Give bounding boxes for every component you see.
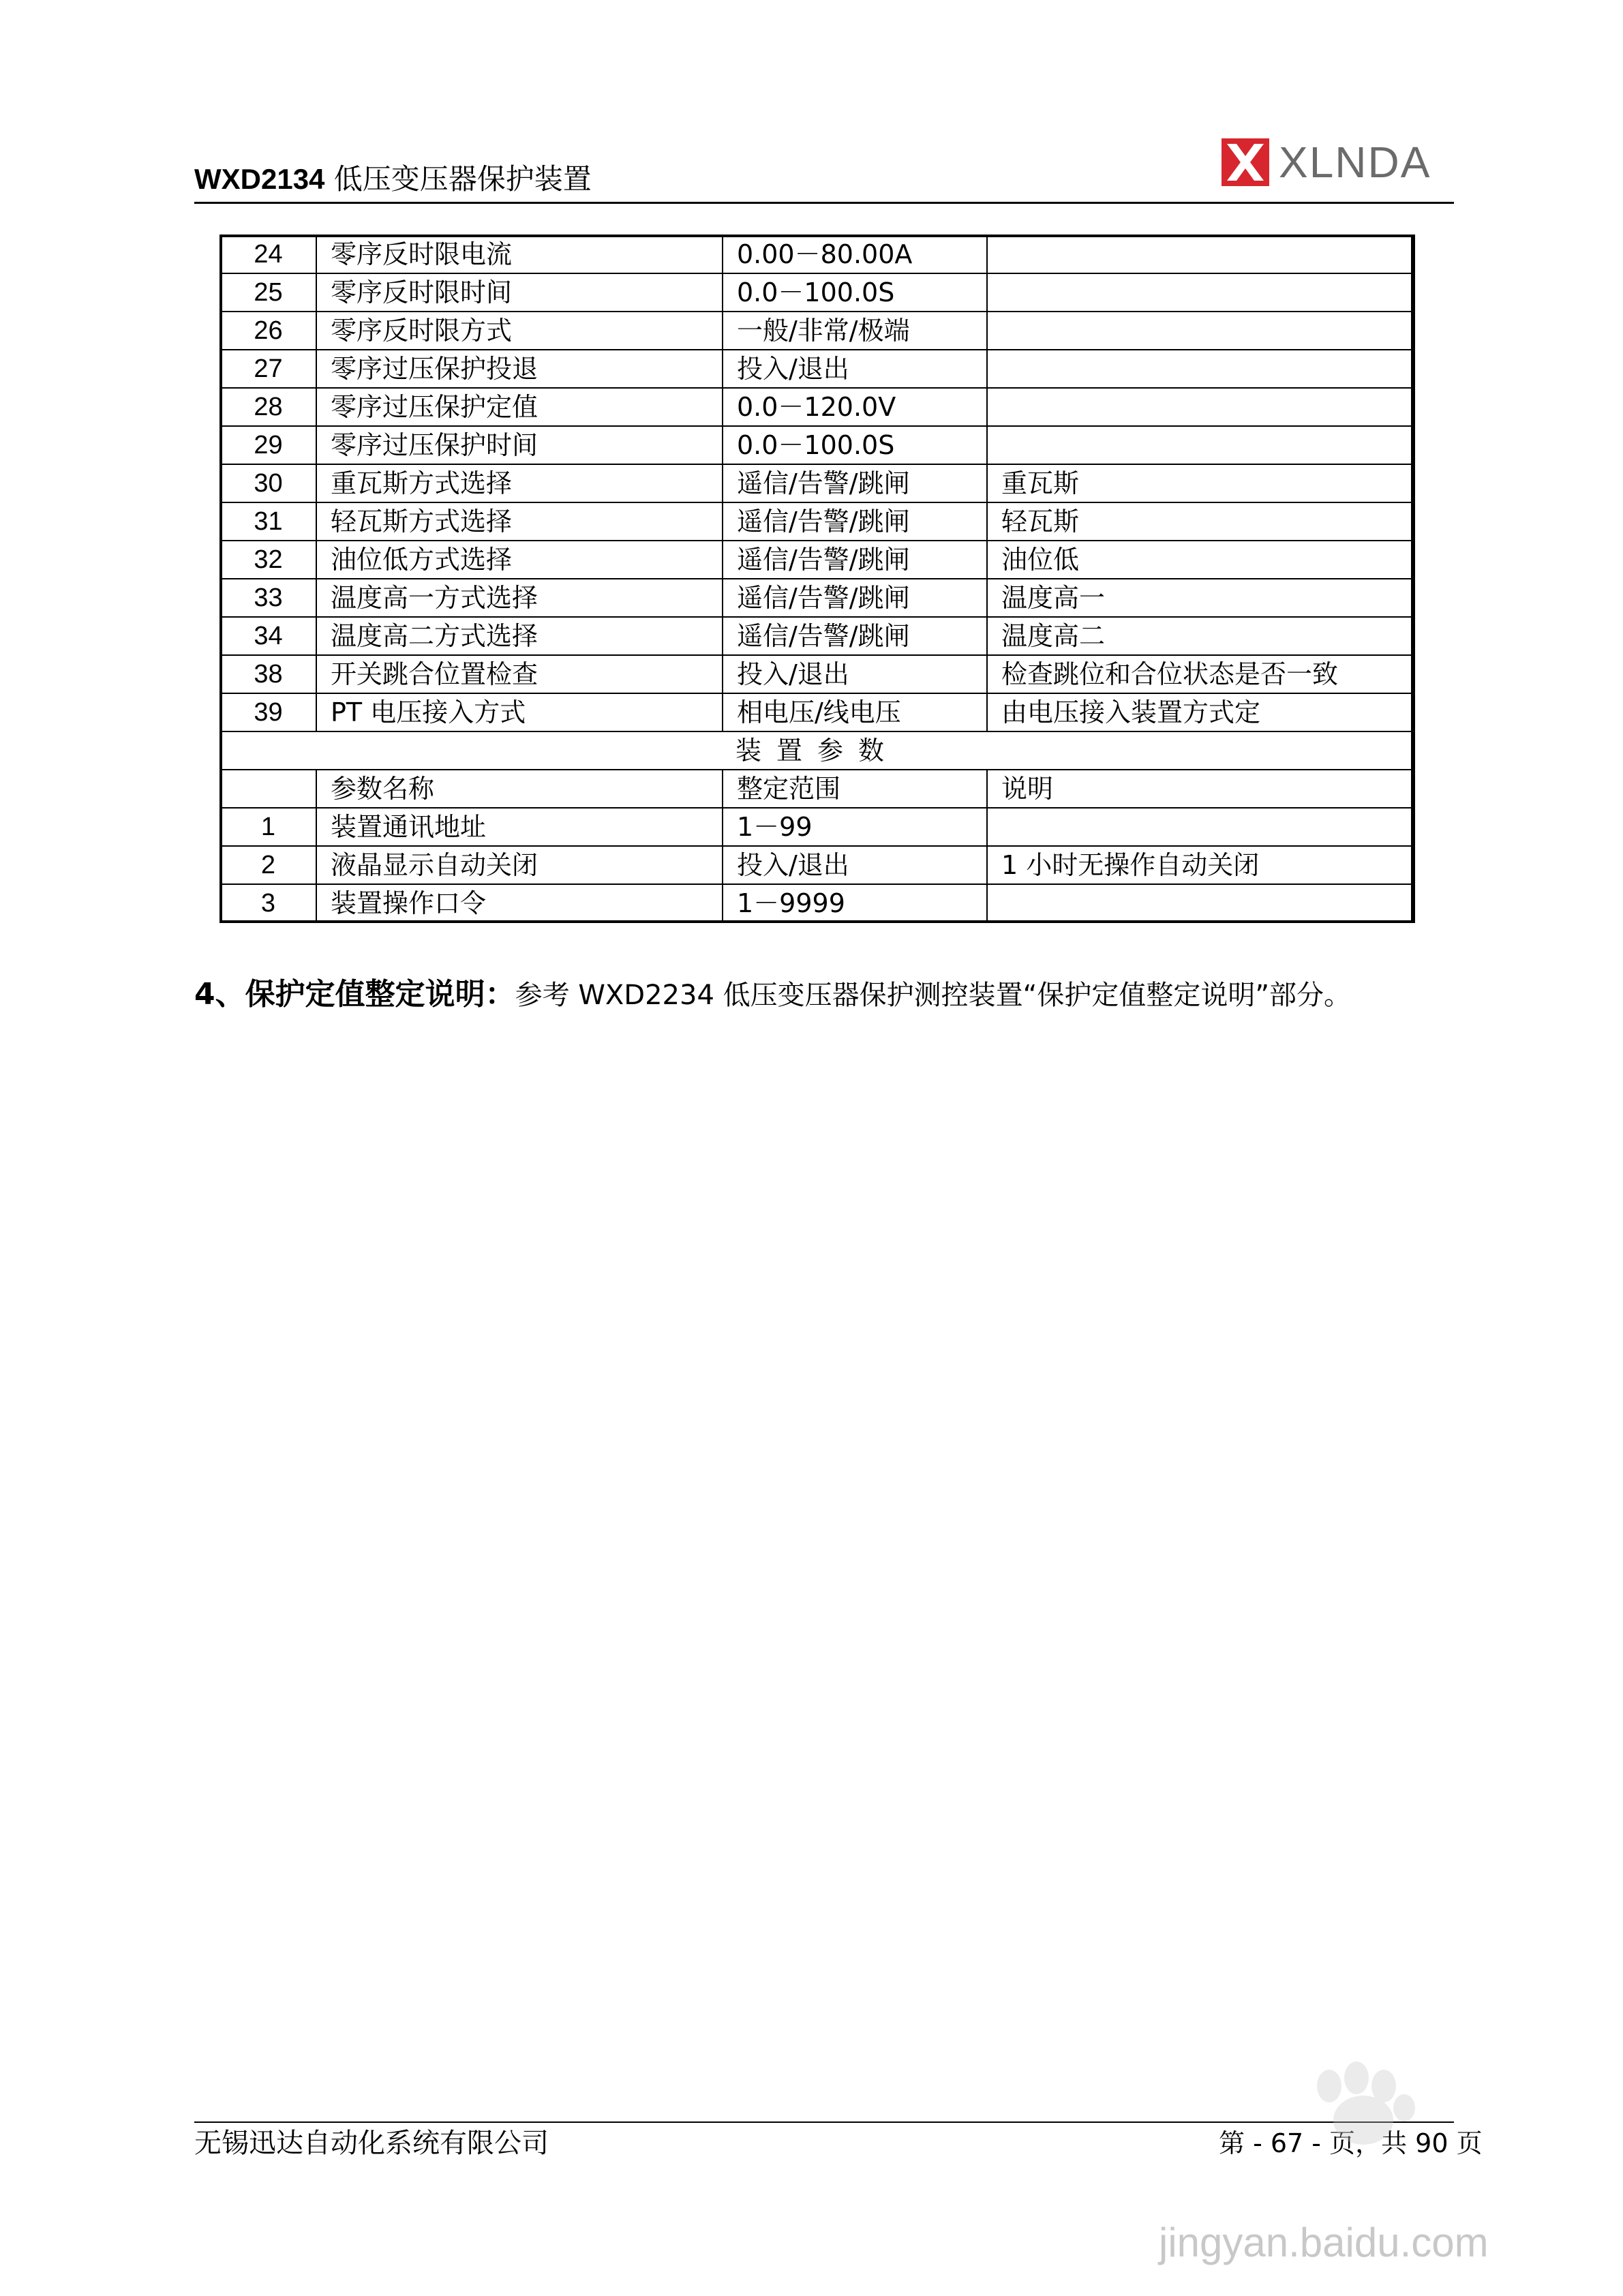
- watermark-text: jingyan.baidu.com: [1159, 2220, 1489, 2265]
- cell-name: 油位低方式选择: [316, 541, 723, 579]
- cell-name: 零序过压保护投退: [316, 350, 723, 388]
- table-row: [220, 617, 1414, 655]
- note-label: 4、保护定值整定说明：: [194, 977, 515, 1012]
- cell-number: 26: [220, 312, 316, 350]
- cell-range: 遥信/告警/跳闸: [723, 541, 987, 579]
- cell-name: 零序反时限时间: [316, 273, 723, 312]
- table-row: [220, 655, 1414, 693]
- cell-number: 1: [220, 808, 316, 846]
- cell-name: 装置通讯地址: [316, 808, 723, 846]
- section-title: 装置参数: [220, 731, 1414, 770]
- table-row: [220, 350, 1414, 388]
- cell-range: 投入/退出: [723, 655, 987, 693]
- cell-number: 29: [220, 426, 316, 464]
- header-range: 整定范围: [723, 770, 987, 808]
- table-row: [220, 808, 1414, 846]
- cell-note: 温度高一: [987, 579, 1414, 617]
- cell-range: 0.0－100.0S: [723, 273, 987, 312]
- cell-note: [987, 808, 1414, 846]
- cell-range: 0.00－80.00A: [723, 235, 987, 273]
- cell-note: [987, 350, 1414, 388]
- logo-mark-icon: [1222, 138, 1269, 186]
- company-logo: [1222, 138, 1431, 186]
- cell-range: 一般/非常/极端: [723, 312, 987, 350]
- cell-number: 38: [220, 655, 316, 693]
- cell-number: 2: [220, 846, 316, 884]
- section-header-row: [220, 731, 1414, 770]
- table-row: [220, 426, 1414, 464]
- header-name: 参数名称: [316, 770, 723, 808]
- cell-name: 装置操作口令: [316, 884, 723, 922]
- cell-name: 液晶显示自动关闭: [316, 846, 723, 884]
- cell-note: [987, 884, 1414, 922]
- table-row: [220, 579, 1414, 617]
- table-row: [220, 846, 1414, 884]
- document-title: [194, 162, 592, 196]
- cell-range: 遥信/告警/跳闸: [723, 464, 987, 502]
- table-row: [220, 235, 1414, 273]
- cell-range: 1－99: [723, 808, 987, 846]
- note-paragraph: [194, 976, 1351, 1014]
- footer-page-number: 第 - 67 - 页，共 90 页: [1219, 2128, 1483, 2158]
- document-title-text: 低压变压器保护装置: [324, 162, 592, 196]
- cell-range: 0.0－100.0S: [723, 426, 987, 464]
- table-row: [220, 273, 1414, 312]
- model-number: WXD2134: [194, 163, 325, 195]
- cell-number: 3: [220, 884, 316, 922]
- cell-range: 投入/退出: [723, 846, 987, 884]
- sub-header-row: [220, 770, 1414, 808]
- cell-note: 油位低: [987, 541, 1414, 579]
- cell-range: 遥信/告警/跳闸: [723, 502, 987, 541]
- cell-number: 31: [220, 502, 316, 541]
- cell-number: 25: [220, 273, 316, 312]
- cell-note: [987, 426, 1414, 464]
- table-row: [220, 693, 1414, 731]
- cell-name: 轻瓦斯方式选择: [316, 502, 723, 541]
- cell-range: 遥信/告警/跳闸: [723, 617, 987, 655]
- table-row: [220, 388, 1414, 426]
- cell-number: 34: [220, 617, 316, 655]
- header-note: 说明: [987, 770, 1414, 808]
- settings-table: [219, 235, 1415, 923]
- cell-range: 遥信/告警/跳闸: [723, 579, 987, 617]
- cell-note: 由电压接入装置方式定: [987, 693, 1414, 731]
- cell-name: 开关跳合位置检查: [316, 655, 723, 693]
- cell-note: [987, 388, 1414, 426]
- table-row: [220, 312, 1414, 350]
- cell-number: 28: [220, 388, 316, 426]
- cell-note: [987, 312, 1414, 350]
- cell-name: 重瓦斯方式选择: [316, 464, 723, 502]
- cell-name: 温度高一方式选择: [316, 579, 723, 617]
- cell-range: 0.0－120.0V: [723, 388, 987, 426]
- cell-note: 1 小时无操作自动关闭: [987, 846, 1414, 884]
- cell-range: 相电压/线电压: [723, 693, 987, 731]
- cell-note: 轻瓦斯: [987, 502, 1414, 541]
- cell-note: [987, 235, 1414, 273]
- baidu-paw-watermark-icon: [1159, 2059, 1445, 2222]
- cell-number: 30: [220, 464, 316, 502]
- logo-brand-text: XLNDA: [1279, 138, 1431, 187]
- header-number: [220, 770, 316, 808]
- table-row: [220, 464, 1414, 502]
- cell-range: 1－9999: [723, 884, 987, 922]
- header-rule: [194, 202, 1454, 204]
- cell-name: 零序反时限电流: [316, 235, 723, 273]
- table-row: [220, 541, 1414, 579]
- cell-name: 零序过压保护定值: [316, 388, 723, 426]
- cell-name: 温度高二方式选择: [316, 617, 723, 655]
- cell-number: 32: [220, 541, 316, 579]
- cell-number: 27: [220, 350, 316, 388]
- cell-range: 投入/退出: [723, 350, 987, 388]
- cell-name: 零序反时限方式: [316, 312, 723, 350]
- cell-number: 24: [220, 235, 316, 273]
- footer-company: 无锡迅达自动化系统有限公司: [194, 2128, 549, 2159]
- cell-name: PT 电压接入方式: [316, 693, 723, 731]
- note-text: 参考 WXD2234 低压变压器保护测控装置“保护定值整定说明”部分。: [515, 980, 1352, 1011]
- cell-note: [987, 273, 1414, 312]
- table-row: [220, 884, 1414, 922]
- cell-note: 温度高二: [987, 617, 1414, 655]
- cell-number: 39: [220, 693, 316, 731]
- cell-number: 33: [220, 579, 316, 617]
- cell-note: 检查跳位和合位状态是否一致: [987, 655, 1414, 693]
- cell-note: 重瓦斯: [987, 464, 1414, 502]
- table-row: [220, 502, 1414, 541]
- cell-name: 零序过压保护时间: [316, 426, 723, 464]
